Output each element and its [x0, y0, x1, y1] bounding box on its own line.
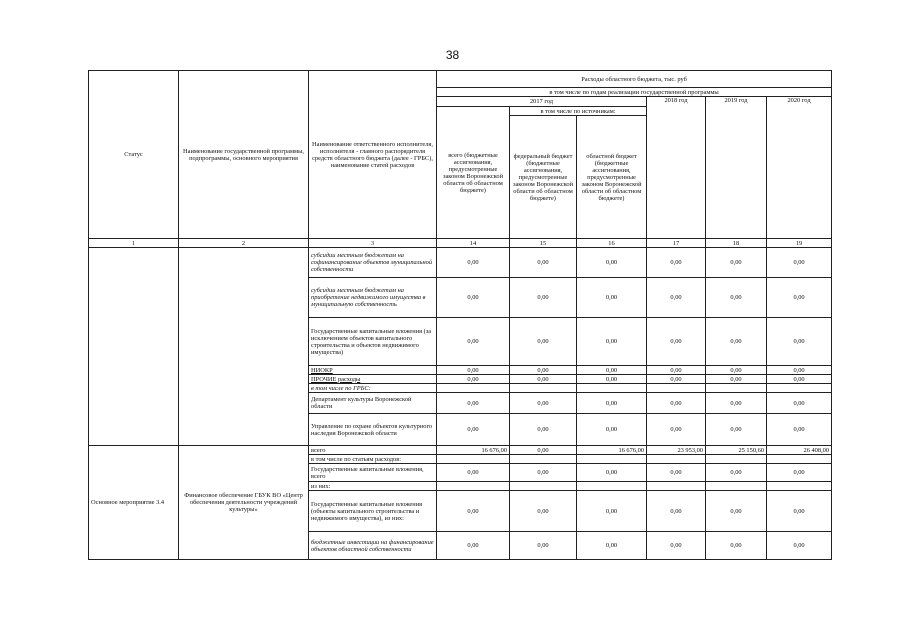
value-cell: 0,00 — [510, 366, 577, 375]
value-cell: 0,00 — [437, 532, 510, 560]
total-value: 26 408,00 — [767, 446, 832, 455]
expense-item-label: Управление по охране объектов культурного наследия Воронежской области — [309, 414, 437, 446]
value-cell — [437, 384, 510, 393]
value-cell — [437, 455, 510, 464]
value-cell: 0,00 — [647, 375, 706, 384]
expense-item-label: субсидии местным бюджетам на софинансирование объектов муниципальной собственности — [309, 248, 437, 278]
header-by-years: в том числе по годам реализации государственной программы — [437, 88, 832, 97]
value-cell: 0,00 — [577, 464, 647, 482]
value-cell: 0,00 — [577, 366, 647, 375]
value-cell: 0,00 — [437, 248, 510, 278]
page-number: 38 — [445, 48, 460, 62]
value-cell: 0,00 — [706, 414, 767, 446]
column-number-row — [89, 239, 832, 248]
value-cell: 0,00 — [706, 366, 767, 375]
value-cell: 0,00 — [577, 278, 647, 318]
value-cell: 0,00 — [577, 393, 647, 414]
value-cell: 0,00 — [510, 491, 577, 532]
value-cell: 0,00 — [510, 248, 577, 278]
header-year-2018: 2018 год — [647, 97, 706, 239]
value-cell: 0,00 — [767, 532, 832, 560]
value-cell: 0,00 — [706, 278, 767, 318]
value-cell: 0,00 — [767, 248, 832, 278]
value-cell — [510, 482, 577, 491]
value-cell: 0,00 — [767, 464, 832, 482]
expense-item-label: Государственные капитальные вложения (объекты капитального строительства и недвижимого имущества), из них: — [309, 491, 437, 532]
header-regional: областной бюджет (бюджетные ассигнования, предусмотренные законом Воронежской области об областном бюджете) — [577, 116, 647, 239]
header-status: Статус — [89, 71, 179, 239]
value-cell: 0,00 — [437, 375, 510, 384]
section-label: из них: — [309, 482, 437, 491]
value-cell: 0,00 — [510, 532, 577, 560]
column-number: 16 — [577, 239, 647, 248]
column-number: 2 — [179, 239, 309, 248]
total-label: всего — [309, 446, 437, 455]
value-cell — [647, 384, 706, 393]
table-row — [89, 446, 832, 455]
value-cell: 0,00 — [706, 318, 767, 366]
value-cell: 0,00 — [437, 414, 510, 446]
value-cell: 0,00 — [437, 278, 510, 318]
value-cell — [510, 384, 577, 393]
value-cell — [647, 455, 706, 464]
value-cell: 0,00 — [510, 393, 577, 414]
column-number: 18 — [706, 239, 767, 248]
value-cell: 0,00 — [510, 318, 577, 366]
header-program: Наименование государственной программы, подпрограммы, основного мероприятия — [179, 71, 309, 239]
measure-name: Финансовое обеспечение ГБУК ВО «Центр обеспечения деятельности учреждений культуры» — [179, 446, 309, 560]
expense-item-label: бюджетные инвестиции на финансирование объектов областной собственности — [309, 532, 437, 560]
value-cell — [706, 455, 767, 464]
value-cell: 0,00 — [647, 248, 706, 278]
value-cell — [767, 482, 832, 491]
total-value: 25 150,60 — [706, 446, 767, 455]
value-cell: 0,00 — [647, 532, 706, 560]
header-total: всего (бюджетные ассигнования, предусмотренные законом Воронежской области об областном бюджете) — [437, 107, 510, 239]
column-number: 1 — [89, 239, 179, 248]
value-cell: 0,00 — [437, 366, 510, 375]
header-federal: федеральный бюджет (бюджетные ассигнования, предусмотренные законом Воронежской области об областном бюджете) — [510, 116, 577, 239]
value-cell: 0,00 — [437, 393, 510, 414]
value-cell — [767, 384, 832, 393]
value-cell: 0,00 — [647, 464, 706, 482]
expense-item-label: субсидии местным бюджетам на приобретение недвижимого имущества в муниципальную собственность — [309, 278, 437, 318]
program-cell-empty — [179, 248, 309, 446]
header-by-sources: в том числе по источникам: — [510, 107, 647, 116]
value-cell: 0,00 — [706, 248, 767, 278]
value-cell: 0,00 — [767, 414, 832, 446]
section-label: в том числе по статьям расходов: — [309, 455, 437, 464]
value-cell: 0,00 — [767, 375, 832, 384]
column-number: 17 — [647, 239, 706, 248]
value-cell — [647, 482, 706, 491]
value-cell: 0,00 — [647, 318, 706, 366]
value-cell: 0,00 — [577, 248, 647, 278]
total-value: 23 953,00 — [647, 446, 706, 455]
section-label: в том числе по ГРБС: — [309, 384, 437, 393]
measure-status: Основное мероприятие 3.4 — [89, 446, 179, 560]
value-cell: 0,00 — [647, 393, 706, 414]
value-cell: 0,00 — [706, 491, 767, 532]
value-cell: 0,00 — [510, 414, 577, 446]
value-cell: 0,00 — [577, 414, 647, 446]
value-cell — [577, 455, 647, 464]
header-year-2017: 2017 год — [437, 97, 647, 107]
value-cell — [437, 482, 510, 491]
value-cell — [577, 482, 647, 491]
total-value: 0,00 — [510, 446, 577, 455]
column-number: 14 — [437, 239, 510, 248]
value-cell: 0,00 — [510, 375, 577, 384]
value-cell: 0,00 — [647, 491, 706, 532]
expense-item-label: Департамент культуры Воронежской области — [309, 393, 437, 414]
value-cell: 0,00 — [577, 491, 647, 532]
header-year-2019: 2019 год — [706, 97, 767, 239]
status-cell-empty — [89, 248, 179, 446]
value-cell: 0,00 — [437, 318, 510, 366]
column-number: 3 — [309, 239, 437, 248]
total-value: 16 676,00 — [437, 446, 510, 455]
value-cell: 0,00 — [577, 318, 647, 366]
value-cell: 0,00 — [706, 393, 767, 414]
value-cell: 0,00 — [706, 375, 767, 384]
value-cell: 0,00 — [767, 366, 832, 375]
value-cell: 0,00 — [767, 318, 832, 366]
value-cell: 0,00 — [577, 532, 647, 560]
value-cell: 0,00 — [767, 393, 832, 414]
value-cell: 0,00 — [437, 464, 510, 482]
header-executor: Наименование ответственного исполнителя, исполнителя - главного распорядителя средств областного бюджета (далее - ГРБС), наименование статей расходов — [309, 71, 437, 239]
column-number: 15 — [510, 239, 577, 248]
expense-item-label: Государственные капитальные вложения, всего — [309, 464, 437, 482]
value-cell: 0,00 — [577, 375, 647, 384]
value-cell: 0,00 — [647, 278, 706, 318]
total-value: 16 676,00 — [577, 446, 647, 455]
expense-item-label: НИОКР — [309, 366, 437, 375]
value-cell: 0,00 — [510, 278, 577, 318]
value-cell — [767, 455, 832, 464]
value-cell — [706, 384, 767, 393]
value-cell: 0,00 — [647, 366, 706, 375]
header-year-2020: 2020 год — [767, 97, 832, 239]
table-row — [89, 248, 832, 278]
value-cell — [577, 384, 647, 393]
value-cell: 0,00 — [510, 464, 577, 482]
value-cell — [510, 455, 577, 464]
expense-item-label: ПРОЧИЕ расходы — [309, 375, 437, 384]
value-cell: 0,00 — [767, 278, 832, 318]
value-cell — [706, 482, 767, 491]
value-cell: 0,00 — [647, 414, 706, 446]
value-cell: 0,00 — [767, 491, 832, 532]
value-cell: 0,00 — [706, 464, 767, 482]
budget-table — [88, 70, 832, 560]
expense-item-label: Государственные капитальные вложения (за исключением объектов капитального строительства и объектов недвижимого имущества) — [309, 318, 437, 366]
value-cell: 0,00 — [437, 491, 510, 532]
column-number: 19 — [767, 239, 832, 248]
header-budget-title: Расходы областного бюджета, тыс. руб — [437, 71, 832, 88]
value-cell: 0,00 — [706, 532, 767, 560]
